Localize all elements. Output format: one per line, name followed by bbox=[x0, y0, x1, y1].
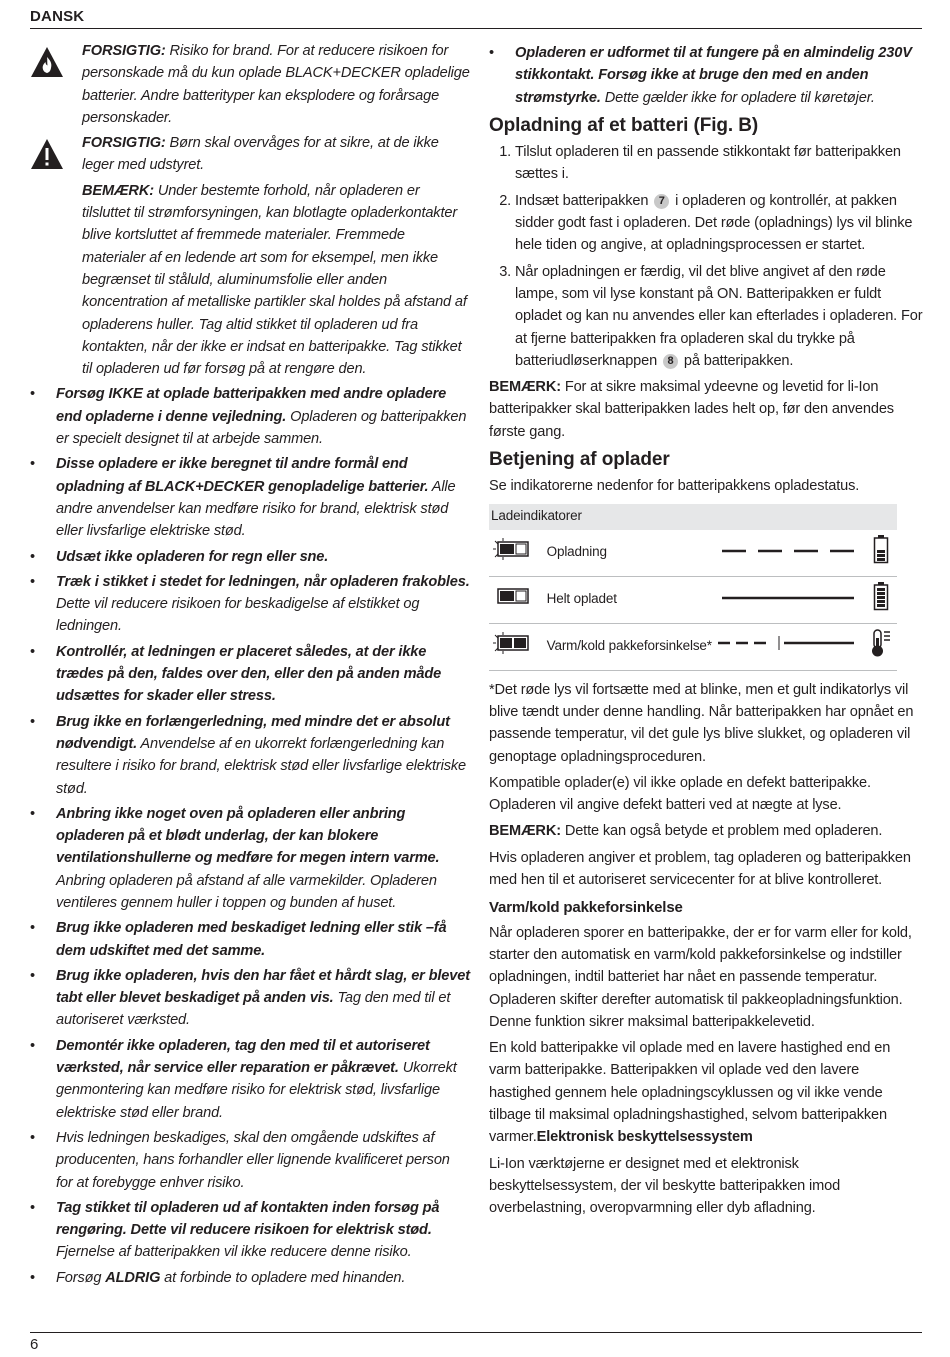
bullet-bold: Tag stikket til opladeren ud af kontakten inden forsøg på rengøring. Dette vil reducere risikoen for elektrisk stød. bbox=[56, 1199, 440, 1239]
note-text: Dette kan også betyde et problem med opladeren. bbox=[560, 823, 883, 840]
bullet-bold: Udsæt ikke opladeren for regn eller sne. bbox=[56, 548, 329, 565]
list-item bbox=[30, 1197, 470, 1264]
list-item bbox=[489, 42, 924, 109]
list-item bbox=[30, 641, 470, 708]
steady-led-icon bbox=[491, 585, 533, 607]
bullet-text: Tag den med til et autoriseret værksted. bbox=[56, 990, 451, 1029]
indicator-table-header bbox=[489, 504, 897, 530]
bullet-bold: Demontér ikke opladeren, tag den med til et autoriseret værksted, når service eller reparation er påkrævet. bbox=[56, 1037, 430, 1077]
protection-paragraph: Li-Ion værktøjerne er designet med et elektronisk beskyttelsessystem, der vil beskytte batteripakken imod overbelastning, overopvarmning eller dyb afladning. bbox=[489, 1155, 841, 1217]
footer-rule bbox=[30, 1332, 922, 1333]
indicator-header-label: Ladeindikatorer bbox=[491, 508, 582, 524]
protection-heading: Elektronisk beskyttelsessystem bbox=[536, 1129, 753, 1146]
note-label: BEMÆRK: bbox=[489, 823, 561, 840]
list-item bbox=[30, 965, 470, 1032]
compatibility-text: Kompatible oplader(e) vil ikke oplade en defekt batteripakke. Opladeren vil angive defekt batteri ved at nægte at lyse. bbox=[489, 774, 871, 814]
blinking-led-icon bbox=[491, 538, 533, 560]
bullet-bold: Brug ikke opladeren, hvis den har fået et hårdt slag, er blevet tabt eller blevet beskadiget på anden vis. bbox=[56, 967, 470, 1007]
note-text: Under bestemte forhold, når opladeren er tilsluttet til strømforsyningen, kan blotlagte opladerkontakter blive kortsluttet af fremmede materialer. Fremmede materialer af en ledende art som for eksempel, men ikke begrænset til ståluld, aluminumsfolie eller anden koncentration af metalliske partikler skal holdes på afstand af opladerens huller. Tag altid stikket til opladeren ud fra kontakten, når der ikke er indsat en batteripakke. Tag stikket til opladeren ud før forsøg på at rengøre den. bbox=[82, 182, 467, 378]
fire-warning bbox=[30, 40, 470, 129]
indicator-label: Helt opladet bbox=[546, 576, 716, 623]
page-header bbox=[30, 8, 922, 29]
step-text: på batteripakken. bbox=[679, 352, 794, 369]
note-text: For at sikre maksimal ydeevne og levetid for li-Ion batteripakker skal batteripakken lades helt op, før den anvendes første gang. bbox=[489, 379, 894, 440]
list-item bbox=[30, 1127, 470, 1194]
paragraph-text: En kold batteripakke vil oplade med en lavere hastighed end en varm batteripakke. Batteripakken vil oplade ved den lavere hastighed gennem hele opladningscyklussen og vil ikke vende tilbage til maksimal opladningshastighed, selvom batteripakken varmer. bbox=[489, 1040, 891, 1146]
table-row bbox=[489, 530, 897, 577]
cold-pack-paragraph bbox=[489, 1037, 924, 1148]
indicator-table bbox=[489, 504, 897, 671]
bullet-bold: ALDRIG bbox=[105, 1269, 161, 1286]
bullet-text: Anvendelse af en ukorrekt forlængerledning kan resultere i risiko for brand, elektrisk stød eller livsfarlige elektriske stød. bbox=[56, 735, 466, 797]
step-item bbox=[515, 141, 924, 186]
exclamation-warning-icon bbox=[30, 138, 64, 170]
contacts-note bbox=[30, 180, 470, 381]
operation-heading: Betjening af oplader bbox=[489, 449, 670, 471]
step-text: i opladeren og kontrollér, at pakken sidder godt fast i opladeren. Det røde (opladnings) lys vil blinke hele tiden og angive, at opladningsprocessen er startet. bbox=[515, 192, 913, 254]
charging-steps bbox=[489, 141, 924, 372]
warning-label: FORSIGTIG: bbox=[82, 135, 166, 152]
warning-text: Risiko for brand. For at reducere risikoen for personskade må du kun oplade BLACK+DECKER opladelige batterier. Andre batterityper kan eksplodere og forårsage personskader. bbox=[82, 43, 470, 126]
table-row bbox=[489, 576, 897, 623]
bullet-text: at forbinde to opladere med hinanden. bbox=[160, 1269, 406, 1286]
list-item bbox=[30, 383, 470, 450]
bullet-bold: Anbring ikke noget oven på opladeren eller anbring opladeren på et blødt underlag, der kan blokere ventilationshullerne og medføre for megen intern varme. bbox=[56, 805, 440, 867]
callout-number: 8 bbox=[663, 354, 678, 369]
bullet-bold: Kontrollér, at ledningen er placeret således, at der ikke trædes på den, faldes over den, eller den på anden måde udsættes for skader eller stress. bbox=[56, 643, 442, 705]
bullet-text: Opladeren og batteripakken er specielt designet til at arbejde sammen. bbox=[56, 408, 467, 448]
dual-led-icon bbox=[491, 632, 533, 654]
solid-line-pattern bbox=[716, 593, 856, 603]
note-label: BEMÆRK: bbox=[489, 379, 561, 396]
step-item bbox=[515, 261, 924, 372]
list-item bbox=[30, 546, 470, 568]
hotcold-paragraph: Når opladeren sporer en batteripakke, der er for varm eller for kold, starter den automatisk en varm/kold pakkeforsinkelse og indstiller opladningen, indtil batteriet har nået en passende temperatur. Opladeren skifter derefter automatisk til pakkeopladningsfunktion. Denne funktion sikrer maksimal batteripakkelevetid. bbox=[489, 924, 912, 1030]
right-column bbox=[489, 40, 924, 1223]
problem-note bbox=[489, 820, 924, 842]
indicator-label: Varm/kold pakkeforsinkelse* bbox=[546, 623, 716, 670]
bullet-text: Hvis ledningen beskadiges, skal den omgående udskiftes af producenten, hans forhandler eller lignende kvalificeret person for at forebygge enhver risiko. bbox=[56, 1129, 450, 1191]
list-item bbox=[30, 711, 470, 800]
bullet-text: Dette gælder ikke for opladere til køretøjer. bbox=[600, 89, 875, 106]
left-column bbox=[30, 40, 470, 1292]
step-item bbox=[515, 190, 924, 257]
operation-intro: Se indikatorerne nedenfor for batteripakkens opladestatus. bbox=[489, 478, 860, 495]
step-text: Tilslut opladeren til en passende stikkontakt før batteripakken sættes i. bbox=[515, 144, 901, 183]
bullet-text: Fjernelse af batteripakken vil ikke reducere denne risiko. bbox=[56, 1244, 412, 1261]
page-number: 6 bbox=[30, 1336, 39, 1353]
list-item bbox=[30, 803, 470, 914]
bullet-text: Ukorrekt genmontering kan medføre risiko for elektrisk stød, livsfarlige elektriske stød eller brand. bbox=[56, 1060, 457, 1121]
dash-then-solid-pattern bbox=[716, 635, 856, 651]
list-item bbox=[30, 1267, 470, 1289]
step-text: Når opladningen er færdig, vil det blive angivet af den røde lampe, som vil lyse konstant på ON. Batteripakken er fuldt opladet og kan nu anvendes eller kan efterlades i opladeren. For at fjerne batteripakken fra opladeren skal du trykke på batteriudløserknappen bbox=[515, 263, 923, 369]
full-battery-icon bbox=[873, 581, 889, 611]
fire-hazard-icon bbox=[30, 46, 64, 78]
safety-bullet-list bbox=[30, 383, 470, 1289]
charging-battery-icon bbox=[873, 534, 889, 564]
warning-text: Børn skal overvåges for at sikre, at de ikke leger med udstyret. bbox=[82, 135, 439, 174]
bullet-bold: Brug ikke opladeren med beskadiget ledning eller stik –få dem udskiftet med det samme. bbox=[56, 920, 447, 959]
bullet-text: Anbring opladeren på afstand af alle varmekilder. Opladeren ventileres gennem huller i toppen og bunden af huset. bbox=[56, 872, 437, 911]
bullet-bold: Træk i stikket i stedet for ledningen, når opladeren frakobles. bbox=[56, 573, 470, 590]
bullet-bold: Brug ikke en forlængerledning, med mindre det er absolut nødvendigt. bbox=[56, 713, 450, 752]
callout-number: 7 bbox=[654, 194, 669, 209]
problem-text: Hvis opladeren angiver et problem, tag opladeren og batteripakken med hen til et autoriseret servicecenter for at blive kontrolleret. bbox=[489, 849, 911, 889]
step-text: Indsæt batteripakken bbox=[515, 192, 653, 209]
warning-label: FORSIGTIG: bbox=[82, 43, 166, 59]
footnote: *Det røde lys vil fortsætte med at blinke, men et gult indikatorlys vil blive tændt under denne handling. Når batteripakken har opnået en passende temperatur, vil det gule lys blive slukket, og opladeren vil genoptage opladningsproceduren. bbox=[489, 681, 914, 765]
blink-dashes-pattern bbox=[716, 546, 856, 556]
indicator-label: Opladning bbox=[546, 530, 716, 577]
bullet-text: Forsøg bbox=[56, 1269, 106, 1286]
children-warning bbox=[30, 132, 470, 177]
list-item bbox=[30, 571, 470, 638]
hotcold-heading: Varm/kold pakkeforsinkelse bbox=[489, 899, 683, 917]
bullet-text: Alle andre anvendelser kan medføre risiko for brand, elektrisk stød eller livsfarlige elektriske stød. bbox=[56, 478, 456, 540]
note-label: BEMÆRK: bbox=[82, 182, 154, 199]
voltage-bullet bbox=[489, 42, 924, 109]
list-item bbox=[30, 917, 470, 962]
liion-note bbox=[489, 376, 924, 443]
charging-heading: Opladning af et batteri (Fig. B) bbox=[489, 114, 759, 136]
bullet-bold: Forsøg IKKE at oplade batteripakken med andre opladere end opladerne i denne vejledning. bbox=[56, 386, 447, 425]
table-row bbox=[489, 623, 897, 670]
bullet-bold: Opladeren er udformet til at fungere på en almindelig 230V stikkontakt. Forsøg ikke at bruge den med en anden strømstyrke. bbox=[515, 45, 912, 106]
list-item bbox=[30, 1035, 470, 1124]
language-label: DANSK bbox=[30, 8, 85, 25]
list-item bbox=[30, 453, 470, 542]
bullet-bold: Disse opladere er ikke beregnet til andre formål end opladning af BLACK+DECKER genopladelige batterier. bbox=[56, 456, 429, 495]
bullet-text: Dette vil reducere risikoen for beskadigelse af elstikket og ledningen. bbox=[56, 596, 420, 635]
thermometer-icon bbox=[870, 628, 892, 658]
